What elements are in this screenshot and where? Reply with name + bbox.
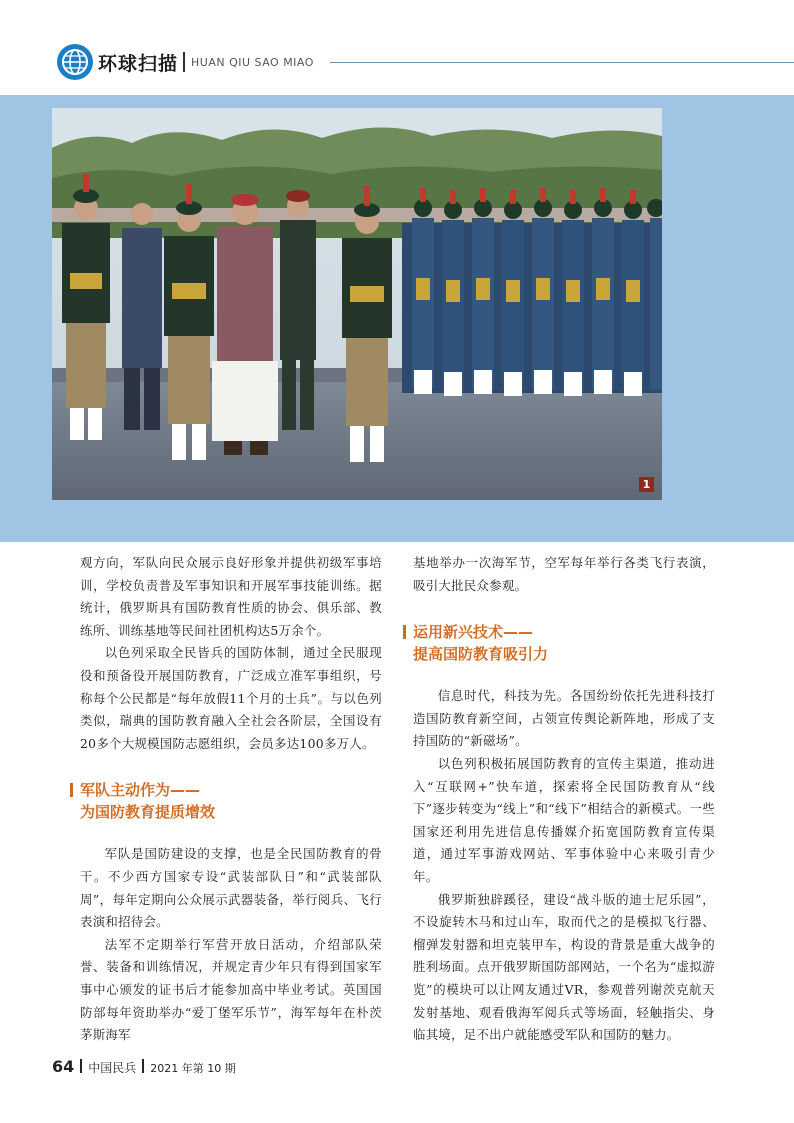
right-column	[413, 552, 715, 1047]
column-pinyin: HUAN QIU SAO MIAO	[191, 56, 314, 69]
section-heading-technology	[413, 621, 715, 665]
magazine-name: 中国民兵	[88, 1061, 137, 1075]
section-heading-military	[80, 779, 382, 823]
column-title: 环球扫描	[98, 53, 179, 75]
globe-logo-icon	[57, 44, 93, 80]
parade-photo-illustration	[52, 108, 662, 500]
right-paragraph-1: 基地举办一次海军节，空军每年举行各类飞行表演，吸引大批民众参观。	[413, 555, 715, 593]
footer-separator	[80, 1059, 82, 1073]
issue-label: 2021 年第 10 期	[150, 1062, 236, 1075]
heading-accent-mark	[403, 625, 406, 639]
section-heading-technology-line2: 提高国防教育吸引力	[413, 645, 549, 664]
title-separator	[183, 52, 185, 72]
heading-accent-mark	[70, 783, 73, 797]
right-paragraph-3: 以色列积极拓展国防教育的宣传主渠道，推动进入“互联网+”快车道，探索将全民国防教育从“线下”逐步转变为“线上”和“线下”相结合的新模式。一些国家还利用先进信息传播媒介拓宽国防教育宣传渠道，通过军事游戏网站、军事体验中心来吸引青少年。	[413, 755, 715, 884]
section-heading-technology-line1: 运用新兴技术——	[413, 623, 534, 642]
left-column	[80, 552, 382, 1047]
page-number: 64	[52, 1057, 75, 1076]
right-paragraph-2: 信息时代，科技为先。各国纷纷依托先进科技打造国防教育新空间，占领宣传舆论新阵地，形成了支持国防的“新磁场”。	[413, 688, 715, 749]
left-paragraph-4: 法军不定期举行军营开放日活动，介绍部队荣誉、装备和训练情况，并规定青少年只有得到国家军事中心颁发的证书后才能参加高中毕业考试。英国国防部每年资助举办“爱丁堡军乐节”，海军每年在朴茨茅斯海军	[80, 936, 382, 1043]
photo-number-badge: 1	[639, 477, 654, 492]
section-heading-military-line1: 军队主动作为——	[80, 781, 201, 800]
left-paragraph-3: 军队是国防建设的支撑，也是全民国防教育的骨干。不少西方国家专设“武装部队日”和“武装部队周”，每年定期向公众展示武器装备，举行阅兵、飞行表演和招待会。	[80, 846, 382, 930]
footer-separator	[142, 1059, 144, 1073]
page-footer	[52, 1057, 236, 1076]
header-rule	[330, 62, 794, 63]
left-paragraph-1: 观方向，军队向民众展示良好形象并提供初级军事培训，学校负责普及军事知识和开展军事技能训练。据统计，俄罗斯具有国防教育性质的协会、俱乐部、教练所、训练基地等民间社团机构达5万余个。	[80, 555, 382, 638]
page-header	[0, 0, 794, 95]
left-paragraph-2: 以色列采取全民皆兵的国防体制，通过全民服现役和预备役开展国防教育，广泛成立准军事组织，号称每个公民都是“每年放假11个月的士兵”。与以色列类似，瑞典的国防教育融入全社会各阶层，全国设有20多个大规模国防志愿组织，会员多达100多万人。	[80, 645, 382, 751]
section-heading-military-line2: 为国防教育提质增效	[80, 803, 216, 822]
right-paragraph-4: 俄罗斯独辟蹊径，建设“战斗版的迪士尼乐园”，不设旋转木马和过山车，取而代之的是模拟飞行器、榴弹发射器和坦克装甲车，构设的背景是重大战争的胜利场面。点开俄罗斯国防部网站，一个名为“虚拟游览”的模块可以让网友通过VR，参观普列谢茨克航天发射基地、观看俄海军阅兵式等场面，轻触指尖、身临其境，足不出户就能感受军队和国防的魅力。	[413, 891, 715, 1043]
left-band-strip	[0, 95, 45, 542]
parade-photo	[52, 108, 662, 500]
